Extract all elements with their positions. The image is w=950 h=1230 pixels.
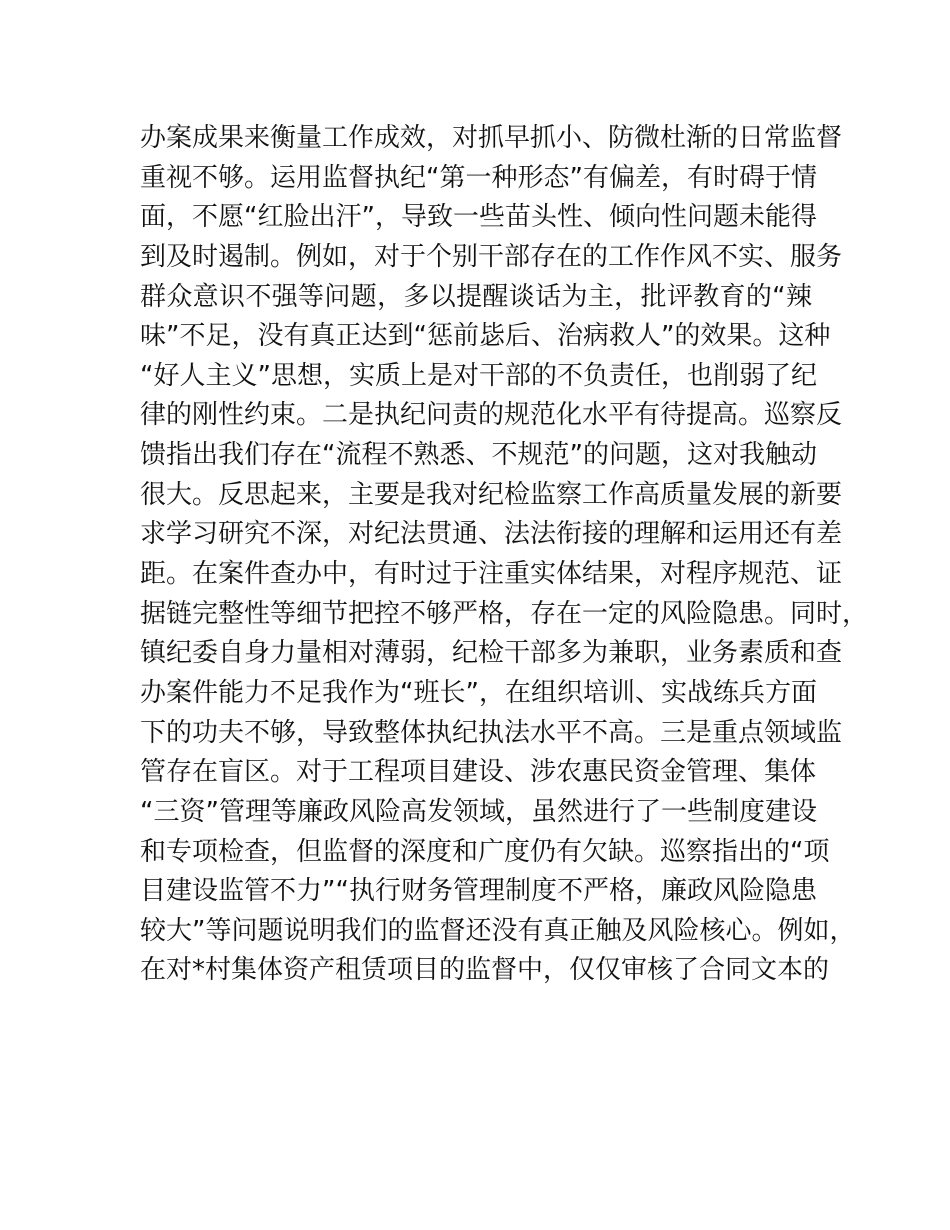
text-line: 到及时遏制。例如，对于个别干部存在的工作作风不实、服务 xyxy=(140,241,843,272)
text-line: 镇纪委自身力量相对薄弱，纪检干部多为兼职，业务素质和查 xyxy=(140,638,843,669)
text-line: 距。在案件查办中，有时过于注重实体结果，对程序规范、证 xyxy=(140,559,843,590)
text-line: 群众意识不强等问题，多以提醒谈话为主，批评教育的“辣 xyxy=(140,281,812,312)
text-line: 重视不够。运用监督执纪“第一种形态”有偏差，有时碍于情 xyxy=(140,162,817,193)
text-line: 在对*村集体资产租赁项目的监督中，仅仅审核了合同文本的 xyxy=(140,955,830,986)
text-line: “好人主义”思想，实质上是对干部的不负责任，也削弱了纪 xyxy=(140,360,817,391)
text-line: 律的刚性约束。二是执纪问责的规范化水平有待提高。巡察反 xyxy=(140,400,843,431)
text-line: 下的功夫不够，导致整体执纪执法水平不高。三是重点领域监 xyxy=(140,717,843,748)
text-line: 求学习研究不深，对纪法贯通、法法衔接的理解和运用还有差 xyxy=(140,519,843,550)
text-line: 和专项检查，但监督的深度和广度仍有欠缺。巡察指出的“项 xyxy=(140,836,830,867)
body-paragraph xyxy=(140,119,869,991)
text-line: 目建设监管不力”“执行财务管理制度不严格，廉政风险隐患 xyxy=(140,876,817,907)
text-line: 面，不愿“红脸出汗”，导致一些苗头性、倾向性问题未能得 xyxy=(140,202,817,233)
text-line: 办案成果来衡量工作成效，对抓早抓小、防微杜渐的日常监督 xyxy=(140,123,843,153)
text-line: 馈指出我们存在“流程不熟悉、不规范”的问题，这对我触动 xyxy=(140,440,817,471)
text-line: 据链完整性等细节把控不够严格，存在一定的风险隐患。同时， xyxy=(140,598,869,629)
text-line: 味”不足，没有真正达到“惩前毖后、治病救人”的效果。这种 xyxy=(140,321,831,352)
text-line: 办案件能力不足我作为“班长”，在组织培训、实战练兵方面 xyxy=(140,677,817,708)
text-line: “三资”管理等廉政风险高发领域，虽然进行了一些制度建设 xyxy=(140,796,817,827)
text-line: 管存在盲区。对于工程项目建设、涉农惠民资金管理、集体 xyxy=(140,757,817,788)
text-line: 较大”等问题说明我们的监督还没有真正触及风险核心。例如， xyxy=(140,915,856,946)
text-line: 很大。反思起来，主要是我对纪检监察工作高质量发展的新要 xyxy=(140,479,843,510)
